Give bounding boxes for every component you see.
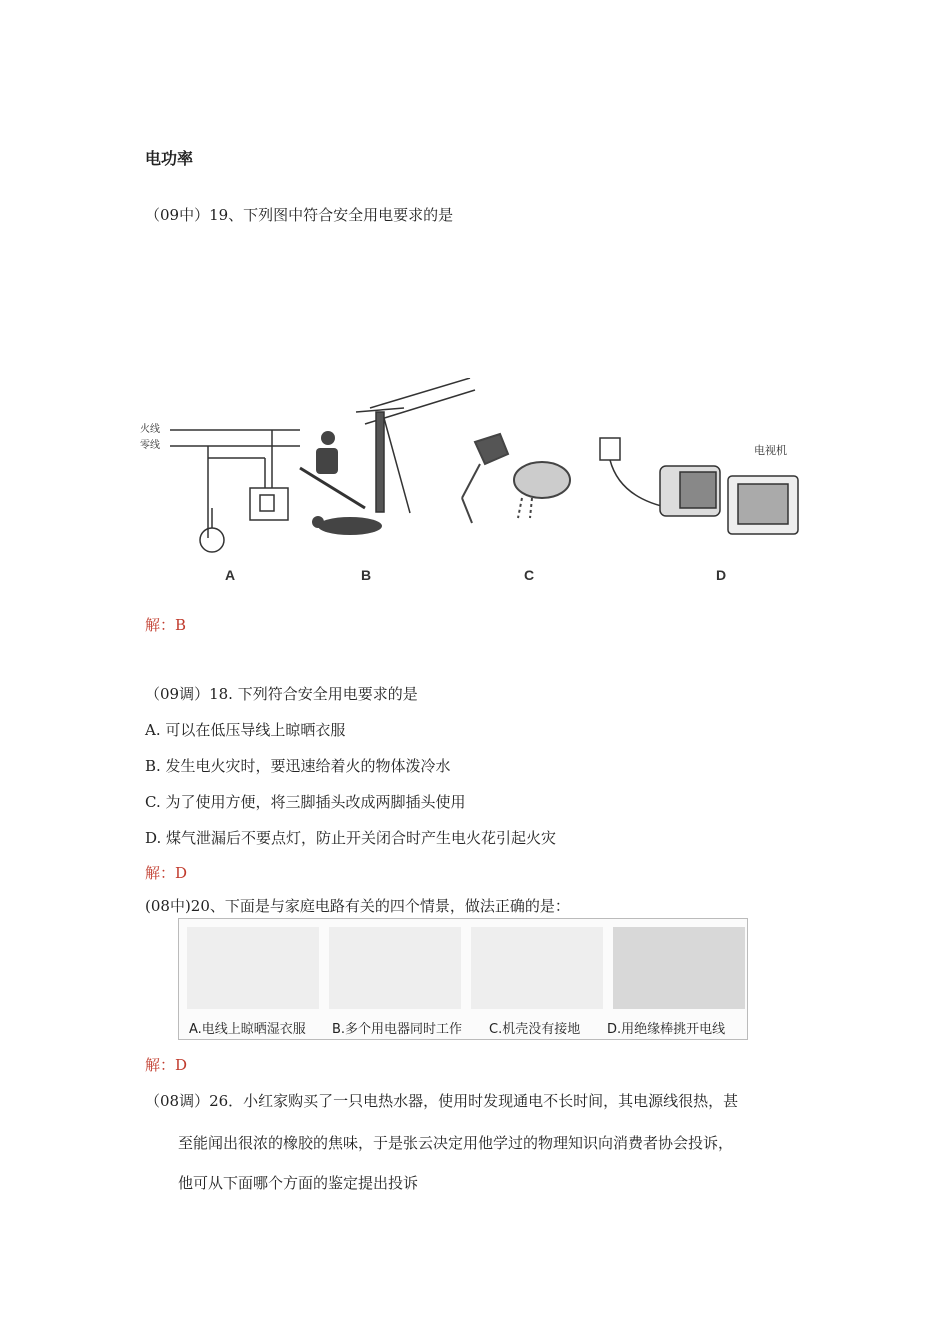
option-b: B. 发生电火灾时，要迅速给着火的物体泼冷水 bbox=[145, 757, 451, 775]
neutral-wire-label: 零线 bbox=[140, 440, 160, 451]
question-20-stem: (08中)20、下面是与家庭电路有关的四个情景，做法正确的是： bbox=[145, 897, 570, 915]
tv-label: 电视机 bbox=[754, 444, 787, 457]
answer-18: 解：D bbox=[145, 864, 188, 882]
scenario-caption-b: B.多个用电器同时工作 bbox=[332, 1022, 463, 1037]
scenario-caption-a: A.电线上晾晒湿衣服 bbox=[189, 1022, 306, 1037]
option-d: D. 煤气泄漏后不要点灯，防止开关闭合时产生电火花引起火灾 bbox=[145, 829, 557, 847]
question-26-line-1: （08调）26．小红家购买了一只电热水器，使用时发现通电不长时间，其电源线很热，甚 bbox=[145, 1092, 739, 1110]
figure-b-pole bbox=[356, 378, 475, 513]
safety-figure bbox=[140, 378, 820, 593]
question-19-stem: （09中）19、下列图中符合安全用电要求的是 bbox=[145, 206, 454, 224]
section-title: 电功率 bbox=[145, 149, 194, 168]
option-c: C. 为了使用方便，将三脚插头改成两脚插头使用 bbox=[145, 793, 466, 811]
scenario-strip bbox=[178, 918, 748, 1040]
scenario-caption-d: D.用绝缘棒挑开电线 bbox=[607, 1022, 726, 1037]
question-26-line-2: 至能闻出很浓的橡胶的焦味，于是张云决定用他学过的物理知识向消费者协会投诉， bbox=[178, 1134, 734, 1152]
figure-a-circuit bbox=[170, 430, 300, 552]
question-26-line-3: 他可从下面哪个方面的鉴定提出投诉 bbox=[178, 1174, 419, 1192]
scenario-d-image bbox=[613, 927, 745, 1009]
figure-label-a: A bbox=[225, 567, 236, 583]
scenario-b-image bbox=[329, 927, 461, 1009]
answer-19: 解：B bbox=[145, 616, 187, 634]
live-wire-label: 火线 bbox=[140, 424, 160, 435]
figure-label-d: D bbox=[716, 567, 727, 583]
figure-c-lamp bbox=[462, 434, 570, 523]
question-18-stem: （09调）18. 下列符合安全用电要求的是 bbox=[145, 685, 418, 703]
figure-label-b: B bbox=[361, 567, 372, 583]
option-a: A. 可以在低压导线上晾晒衣服 bbox=[145, 721, 346, 739]
scenario-a-image bbox=[187, 927, 319, 1009]
scenario-c-image bbox=[471, 927, 603, 1009]
scenario-caption-c: C.机壳没有接地 bbox=[489, 1022, 581, 1037]
figure-b-people bbox=[300, 431, 382, 535]
answer-20: 解：D bbox=[145, 1056, 188, 1074]
figure-label-c: C bbox=[524, 567, 535, 583]
